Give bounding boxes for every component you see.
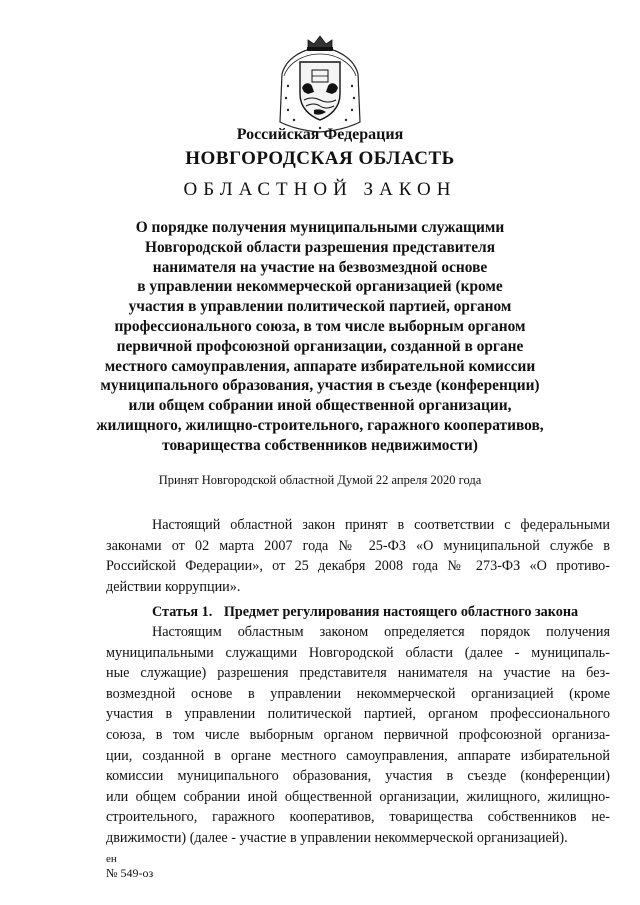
text-line: законами от 02 марта 2007 года № 25-ФЗ «О муниципальной службе в <box>106 537 610 554</box>
preamble-paragraph <box>106 515 610 597</box>
text-line: или общем собрании иной общественной организации, жилищного, жилищно- <box>106 788 610 805</box>
document-type: ОБЛАСТНОЙ ЗАКОН <box>183 179 457 200</box>
title-line: в управлении некоммерческой организацией (кроме <box>137 278 503 296</box>
title-line: О порядке получения муниципальными служащими <box>135 219 505 236</box>
text-line: движимости) (далее - участие в управлении некоммерческой организацией). <box>106 829 568 846</box>
text-line: возмездной основе в управлении некоммерческой организацией (кроме <box>106 685 610 702</box>
title-line: Новгородской области разрешения представителя <box>144 238 496 256</box>
text-line: Настоящий областной закон принят в соответствии с федеральными <box>152 517 610 533</box>
text-line: союза, в том числе выборным органом первичной профсоюзной организа- <box>106 726 610 743</box>
text-line: ции, созданной в органе местного самоуправления, аппарате избирательной <box>106 747 610 764</box>
country-name: Российская Федерация <box>236 126 404 143</box>
article-paragraph <box>106 622 610 849</box>
text-line: Настоящим областным законом определяется порядок получения <box>152 624 610 640</box>
article-number: Статья 1. <box>152 604 213 620</box>
title-line: или общем собрании иной общественной организации, <box>128 397 512 415</box>
text-line: Российской Федерации», от 25 декабря 2008 года № 273-ФЗ «О противо- <box>106 558 610 575</box>
text-line: муниципальными служащими Новгородской области (далее - муниципаль- <box>106 644 610 661</box>
title-line: товарищества собственников недвижимости) <box>162 436 478 454</box>
law-title <box>96 218 544 456</box>
text-line: комиссии муниципального образования, участия в съезде (конференции) <box>106 768 610 785</box>
title-line: местного самоуправления, аппарате избирательной комиссии <box>104 357 536 375</box>
title-line: профессионального союза, в том числе выборным органом <box>114 317 526 335</box>
title-line: нанимателя на участие на безвозмездной основе <box>152 258 488 276</box>
adoption-note: Принят Новгородской областной Думой 22 апреля 2020 года <box>158 473 482 487</box>
title-line: первичной профсоюзной организации, созданной в органе <box>116 337 524 355</box>
registration-number: № 549-оз <box>106 866 154 880</box>
article-heading <box>152 604 578 621</box>
article-title: Предмет регулирования настоящего областного закона <box>223 604 579 620</box>
text-line: участия в управлении политической партией, органом профессионального <box>106 706 610 723</box>
text-line: ные служащие) разрешения представителя нанимателя на участие на без- <box>106 665 610 682</box>
title-line: участия в управлении политической партией, органом <box>128 298 512 316</box>
title-line: муниципального образования, участия в съезде (конференции) <box>100 377 540 395</box>
text-line: действии коррупции». <box>106 578 241 595</box>
coat-of-arms-icon <box>274 34 366 134</box>
region-name: НОВГОРОДСКАЯ ОБЛАСТЬ <box>185 148 455 169</box>
text-line: строительного, гаражного кооперативов, товарищества собственников не- <box>106 809 610 826</box>
title-line: жилищного, жилищно-строительного, гаражного кооперативов, <box>96 416 544 434</box>
clerk-initials: ен <box>106 853 117 865</box>
